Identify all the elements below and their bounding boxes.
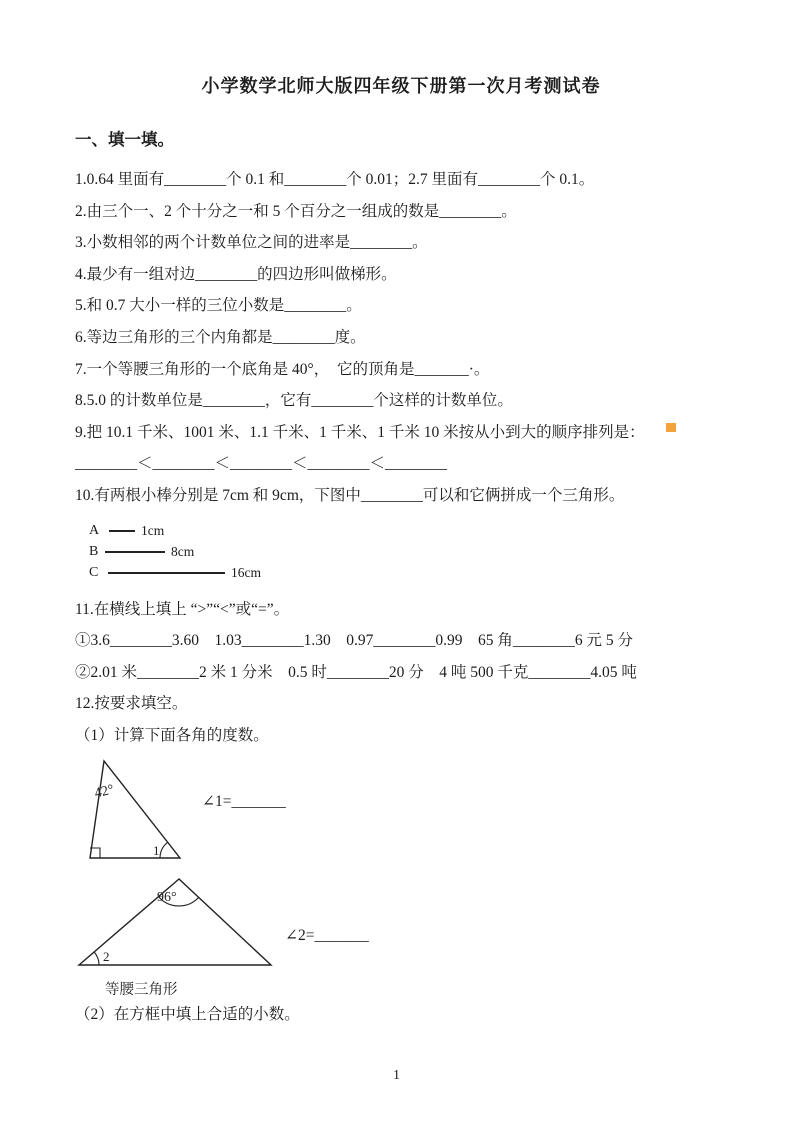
stick-row-c [89, 563, 727, 584]
stick-length-label: 1cm [141, 523, 165, 539]
stick-label: A [89, 523, 100, 539]
top-angle-label: 42° [93, 781, 116, 802]
stick-label: B [89, 544, 99, 560]
stick-line [108, 572, 225, 574]
question-6: 6.等边三角形的三个内角都是________度。 [75, 328, 366, 346]
question-10: 10.有两根小棒分别是 7cm 和 9cm，下图中________可以和它俩拼成一个三角形。 [75, 486, 625, 504]
stick-line [109, 530, 135, 532]
stick-length-label: 16cm [231, 565, 261, 581]
angle-arc [160, 842, 168, 858]
question-12-part-1: （1）计算下面各角的度数。 [75, 726, 269, 744]
angle-1-equation: ∠1=_______ [202, 792, 286, 810]
stick-label: C [89, 565, 99, 581]
question-11-sub-1: ①3.6________3.60 1.03________1.30 0.97________0.99 65 角________6 元 5 分 [75, 632, 634, 650]
stick-row-b [89, 542, 727, 563]
page-number: 1 [393, 1068, 400, 1083]
paper-title: 小学数学北师大版四年级下册第一次月考测试卷 [201, 76, 601, 96]
question-4: 4.最少有一组对边________的四边形叫做梯形。 [75, 265, 397, 283]
question-1: 1.0.64 里面有________个 0.1 和________个 0.01；2.7 里面有________个 0.1。 [75, 171, 595, 188]
question-7: 7.一个等腰三角形的一个底角是 40°， 它的顶角是_______·。 [75, 360, 490, 378]
triangle-2-figure [75, 874, 727, 999]
base-angle-arc [94, 952, 99, 965]
isosceles-triangle-drawing [75, 874, 275, 972]
stick-length-label: 8cm [171, 544, 195, 560]
question-8: 8.5.0 的计数单位是________，它有________个这样的计数单位。 [75, 392, 513, 410]
stick-line [105, 551, 165, 553]
question-12-part-2: （2）在方框中填上合适的小数。 [75, 1005, 300, 1023]
question-2: 2.由三个一、2 个十分之一和 5 个百分之一组成的数是________。 [75, 202, 517, 220]
marked-angle-label: 1 [153, 842, 160, 858]
question-3: 3.小数相邻的两个计数单位之间的进率是________。 [75, 234, 428, 252]
question-9-answer-blanks: ________＜________＜________＜________＜________ [75, 455, 448, 473]
section-1-heading: 一、填一填。 [75, 130, 174, 149]
question-11-sub-2: ②2.01 米________2 米 1 分米 0.5 时________20 分 4 吨 500 千克________4.05 吨 [75, 663, 637, 681]
isosceles-triangle-column [75, 874, 275, 999]
triangle-1-figure [82, 756, 727, 866]
marked-angle-label: 2 [103, 948, 110, 964]
question-11: 11.在横线上填上 “>”“<”或“=”。 [75, 600, 290, 618]
right-triangle-drawing [82, 756, 188, 866]
question-9: 9.把 10.1 千米、1001 米、1.1 千米、1 千米、1 千米 10 米按从小到大的顺序排列是： [75, 423, 645, 441]
stick-row-a [89, 521, 727, 542]
question-5: 5.和 0.7 大小一样的三位小数是________。 [75, 297, 362, 315]
question-12: 12.按要求填空。 [75, 695, 188, 713]
angle-2-equation: ∠2=_______ [285, 926, 369, 944]
sticks-figure [89, 521, 727, 584]
apex-angle-label: 96° [157, 889, 177, 905]
highlight-mark [666, 423, 676, 432]
triangle-caption: 等腰三角形 [105, 981, 178, 998]
